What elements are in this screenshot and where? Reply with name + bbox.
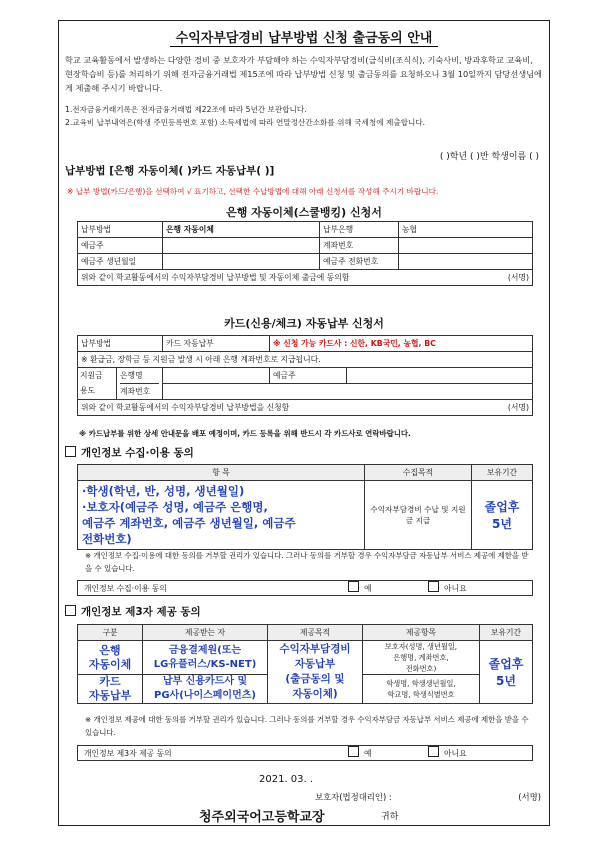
- third-purpose: [268, 641, 363, 704]
- privacy-section-title: 개인정보 수집·이용 동의: [65, 445, 194, 460]
- privacy-yes-option[interactable]: 예: [348, 581, 372, 597]
- third-col-purpose: 제공목적: [268, 625, 363, 641]
- guardian-sign[interactable]: (서명): [518, 792, 541, 802]
- third-consent-row: [77, 745, 533, 761]
- third-purpose-line-3: (출금동의 및: [285, 673, 345, 685]
- third-items-2-line-2: 학교명, 학생식별번호: [387, 690, 455, 699]
- third-row2-type-line-2: 자동납부: [88, 689, 132, 702]
- third-row1-type-line-2: 자동이체: [88, 657, 132, 671]
- third-purpose-line-1: 수익자부담경비: [279, 643, 351, 655]
- form-title: 수익자부담경비 납부방법 신청 출금동의 안내: [59, 27, 549, 49]
- third-col-receiver: 제공받는 자: [143, 625, 268, 641]
- honorific: 귀하: [381, 812, 399, 822]
- card-method-label: 납부방법: [78, 336, 163, 352]
- third-refuse-note: ※ 개인정보 제공에 대한 동의를 거부할 권리가 있습니다. 그러나 동의를 거부할 경우 수익자부담금 자동납부 서비스 제공에 제한을 받을 수 있습니다.: [85, 715, 529, 737]
- school-name: 청주외국어고등학교장: [199, 810, 325, 825]
- third-period-line-2: 5년: [496, 674, 516, 688]
- card-use-label: 용도: [80, 386, 96, 395]
- third-period: [480, 641, 533, 704]
- privacy-no-checkbox[interactable]: [428, 581, 439, 592]
- pay-method-select[interactable]: 납부방법 [은행 자동이체( )카드 자동납부( )]: [65, 165, 275, 177]
- third-section-checkbox[interactable]: [65, 605, 76, 616]
- third-items-2: [363, 675, 480, 704]
- bank-phone-field[interactable]: [399, 254, 533, 270]
- third-row2-type: [78, 675, 143, 704]
- privacy-no-option[interactable]: 아니요: [428, 581, 467, 597]
- third-row1-receiver-line-2: LG유플러스/KS-NET): [153, 658, 257, 670]
- note-1: 1.전자금융거래기록은 전자금융거래법 제22조에 따라 5년간 보관합니다.: [65, 105, 307, 114]
- privacy-period-line-1: 졸업후: [484, 500, 520, 514]
- privacy-item-line-1: ·학생(학년, 반, 성명, 생년월일): [82, 484, 245, 498]
- card-refund-note: ※ 환급금, 장학금 등 지원금 발생 시 아래 은행 계좌번호로 지급됩니다.: [78, 352, 533, 368]
- third-no-option[interactable]: 아니요: [428, 746, 467, 762]
- privacy-refuse-note: ※ 개인정보 수집·이용에 대한 동의를 거부할 권리가 있습니다. 그러나 동의를 거부할 경우 수익자부담금 자동납부 서비스 제공에 제한을 받을 수 있습니다.: [85, 551, 529, 573]
- card-bankname-field[interactable]: [163, 368, 270, 384]
- third-purpose-line-4: 자동이체): [292, 688, 338, 700]
- third-row2-receiver-line-1: 납부 신용카드사 및: [162, 676, 248, 687]
- bank-sign[interactable]: (서명): [399, 270, 533, 286]
- privacy-consent-label: 개인정보 수집·이용 동의: [84, 584, 167, 593]
- card-depositor-field[interactable]: [347, 368, 533, 384]
- guardian-label: 보호자(법정대리인) :: [315, 792, 392, 802]
- third-items-1-line-3: 전화번호): [405, 664, 437, 673]
- card-sign[interactable]: (서명): [347, 400, 533, 416]
- privacy-period-line-2: 5년: [492, 517, 512, 531]
- bank-method-label: 납부방법: [78, 222, 163, 238]
- privacy-item-line-3: 예금주 계좌번호, 예금주 생년월일, 예금주: [82, 516, 296, 530]
- third-period-line-1: 졸업후: [488, 657, 524, 671]
- note-2: 2.교육비 납부내역은(학생 주민등록번호 포함) 소득세법에 따라 연말정산간소화를 위해 국세청에 제출합니다.: [65, 118, 426, 127]
- bank-section-title: 은행 자동이체(스쿨뱅킹) 신청서: [226, 206, 382, 219]
- notes: [65, 103, 543, 129]
- privacy-item-line-4: 전화번호): [82, 532, 132, 546]
- third-items-1-line-2: 은행명, 계좌번호,: [393, 653, 449, 662]
- third-items-1-line-1: 보호자(성명, 생년월일,: [384, 642, 458, 651]
- privacy-yes-checkbox[interactable]: [348, 581, 359, 592]
- third-purpose-line-2: 자동납부: [294, 658, 336, 670]
- card-available: ※ 신청 가능 카드사 : 신한, KB국민, 농협, BC: [270, 336, 533, 352]
- bank-birth-label: 예금주 생년월일: [78, 254, 163, 270]
- card-guide-note: ※ 카드납부를 위한 상세 안내문을 배포 예정이며, 카드 등록을 위해 반드시 각 카드사로 연락바랍니다.: [79, 429, 411, 438]
- third-consent-label: 개인정보 제3자 제공 동의: [84, 749, 172, 758]
- bank-account-label: 계좌번호: [320, 238, 399, 254]
- third-row1-receiver: [143, 641, 268, 675]
- third-row1-type-line-1: 은행: [99, 643, 121, 657]
- third-col-type: 구분: [78, 625, 143, 641]
- card-support-cell: [78, 368, 163, 400]
- bank-birth-field[interactable]: [163, 254, 320, 270]
- privacy-col-purpose: 수집목적: [365, 465, 472, 481]
- card-bankname-label: 은행명: [120, 368, 159, 384]
- third-yes-option[interactable]: 예: [348, 746, 372, 762]
- third-row2-type-line-1: 카드: [99, 675, 121, 688]
- third-row2-receiver: [143, 675, 268, 704]
- third-row1-type: [78, 641, 143, 675]
- card-table: [77, 335, 533, 416]
- privacy-consent-row: [77, 580, 533, 596]
- third-table: [77, 624, 533, 704]
- privacy-section-checkbox[interactable]: [65, 446, 76, 457]
- bank-phone-label: 예금주 전화번호: [320, 254, 399, 270]
- bank-name-label: 납부은행: [320, 222, 399, 238]
- intro-paragraph: 학교 교육활동에서 발생하는 다양한 경비 중 보호자가 부담해야 하는 수익자부담경비(급식비(조식식), 기숙사비, 방과후학교 교육비, 현장학습비 등)를 처리하기 위해 전자금융거래법 제15조에 따라 납부방법 신청 및 출금동의를 요청하오니 3월 10일까지 담당선생님에게 제출해 주시기 바랍니다.: [65, 55, 542, 93]
- card-agree-text: 위와 같이 학교활동에서의 수익자부담경비 납부방법을 신청함: [78, 400, 347, 416]
- third-items-2-line-1: 학생명, 학생생년월일,: [386, 679, 456, 688]
- third-col-period: 보유기간: [480, 625, 533, 641]
- pay-method-warning: ※ 납부 방법(카드/은행)을 선택하여 √ 표기하고, 선택한 수납방법에 대해 아래 신청서를 작성해 주시기 바랍니다.: [67, 187, 439, 196]
- bank-name-value: 농협: [399, 222, 533, 238]
- card-method-value: 카드 자동납부: [163, 336, 270, 352]
- privacy-col-period: 보유기간: [472, 465, 533, 481]
- third-section-title: 개인정보 제3자 제공 동의: [65, 604, 201, 619]
- date-field[interactable]: 2021. 03. .: [259, 774, 314, 785]
- consent-form: [58, 20, 550, 826]
- bank-account-field[interactable]: [399, 238, 533, 254]
- privacy-table: [77, 464, 533, 550]
- card-account-label: 계좌번호: [120, 387, 151, 396]
- bank-depositor-label: 예금주: [78, 238, 163, 254]
- card-section-title: 카드(신용/체크) 자동납부 신청서: [224, 317, 384, 330]
- third-items-1: [363, 641, 480, 675]
- bank-method-value: 은행 자동이체: [163, 222, 320, 238]
- third-yes-checkbox[interactable]: [348, 746, 359, 757]
- privacy-period: [472, 481, 533, 550]
- privacy-col-item: 항 목: [78, 465, 365, 481]
- third-no-checkbox[interactable]: [428, 746, 439, 757]
- privacy-purpose: 수익자부담경비 수납 및 지원금 지급: [365, 481, 472, 550]
- card-account-field[interactable]: [163, 384, 533, 400]
- third-row2-receiver-line-2: PG사(나이스페이먼츠): [154, 690, 256, 701]
- bank-table: [77, 221, 533, 286]
- privacy-item-line-2: ·보호자(예금주 성명, 예금주 은행명,: [82, 500, 268, 514]
- privacy-items: [78, 481, 365, 550]
- bank-depositor-field[interactable]: [163, 238, 320, 254]
- bank-agree-text: 위와 같이 학교활동에서의 수익자부담경비 납부방법 및 자동이체 출금에 동의함: [78, 270, 399, 286]
- card-depositor-label: 예금주: [270, 368, 347, 384]
- student-info[interactable]: ( )학년 ( )반 학생이름 ( ): [439, 152, 539, 162]
- third-row1-receiver-line-1: 금융결제원(또는: [168, 644, 242, 656]
- card-support-label: 지원금: [80, 371, 103, 380]
- third-col-items: 제공항목: [363, 625, 480, 641]
